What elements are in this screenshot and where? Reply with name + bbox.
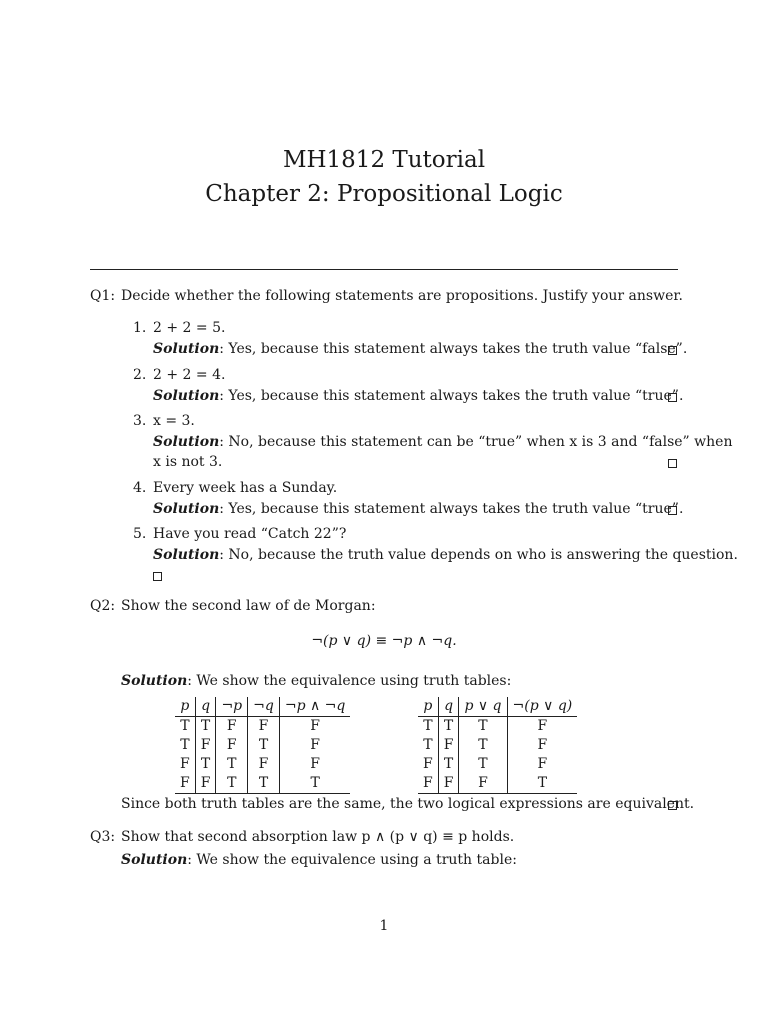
table-header: ¬q — [248, 697, 280, 717]
q1-item4-statement: Every week has a Sunday. — [153, 480, 338, 496]
table-cell: T — [248, 774, 280, 794]
table-cell: T — [438, 717, 459, 737]
table-cell: T — [279, 774, 350, 794]
table-header: ¬(p ∨ q) — [507, 697, 577, 717]
q3-text: Show that second absorption law p ∧ (p ∨ q) ≡ p holds. — [121, 829, 515, 845]
table-cell: F — [216, 717, 248, 737]
table-cell: T — [180, 737, 190, 753]
page-number: 1 — [379, 918, 389, 934]
solution-text: : Yes, because this statement always takes the truth value “false”. — [219, 341, 688, 357]
q1-item2-solution — [153, 388, 683, 404]
q1-item5-number: 5. — [133, 526, 147, 542]
solution-label: Solution — [153, 434, 220, 450]
solution-text: : We show the equivalence using a truth table: — [187, 852, 517, 868]
q1-item5-solution — [153, 547, 738, 563]
qed-box — [153, 572, 162, 581]
table-cell: F — [507, 736, 577, 755]
solution-label: Solution — [153, 341, 220, 357]
solution-label: Solution — [121, 852, 188, 868]
table-cell: T — [195, 755, 216, 774]
solution-label: Solution — [153, 547, 220, 563]
table-cell: F — [175, 774, 195, 794]
q1-item5-statement: Have you read “Catch 22”? — [153, 526, 347, 542]
table-cell: F — [195, 774, 216, 794]
table-cell: T — [423, 718, 433, 734]
q1-item3-solution — [153, 434, 732, 450]
q1-item2-statement: 2 + 2 = 4. — [153, 367, 226, 383]
table-cell: F — [279, 717, 350, 737]
table-cell: F — [248, 717, 280, 737]
q1-item1-number: 1. — [133, 320, 147, 336]
truth-table-2 — [418, 697, 577, 794]
table-cell: F — [507, 755, 577, 774]
table-header: p — [175, 697, 195, 717]
table-cell: T — [180, 718, 190, 734]
table-cell: F — [507, 717, 577, 737]
q2-number: Q2: — [90, 598, 116, 614]
table-header: p — [418, 697, 438, 717]
table-cell: F — [438, 774, 459, 794]
solution-text: : No, because the truth value depends on who is answering the question. — [219, 547, 738, 563]
q1-number: Q1: — [90, 288, 116, 304]
q1-item4-number: 4. — [133, 480, 147, 496]
solution-label: Solution — [153, 501, 220, 517]
q2-text: Show the second law of de Morgan: — [121, 598, 376, 614]
table-cell: T — [216, 755, 248, 774]
table-header: ¬p ∧ ¬q — [279, 697, 350, 717]
q2-solution — [121, 673, 511, 689]
table-cell: F — [459, 774, 507, 794]
qed-box — [668, 393, 677, 402]
table-row — [175, 717, 350, 737]
table-cell: T — [459, 717, 507, 737]
document-title: MH1812 Tutorial — [282, 147, 486, 173]
table-header: q — [195, 697, 216, 717]
q1-item3-solution-cont: x is not 3. — [153, 454, 223, 470]
q1-item4-solution — [153, 501, 683, 517]
solution-label: Solution — [153, 388, 220, 404]
table-header: ¬p — [216, 697, 248, 717]
qed-box — [668, 801, 677, 810]
table-cell: T — [507, 774, 577, 794]
table-cell: F — [279, 736, 350, 755]
solution-text: : No, because this statement can be “true” when x is 3 and “false” when — [219, 434, 733, 450]
qed-box — [668, 506, 677, 515]
table-row — [175, 755, 350, 774]
table-row — [418, 774, 577, 794]
document-subtitle: Chapter 2: Propositional Logic — [205, 181, 563, 207]
truth-table-1 — [175, 697, 350, 794]
title-rule — [90, 269, 678, 270]
solution-text: : Yes, because this statement always takes the truth value “true”. — [219, 501, 684, 517]
q3-solution — [121, 852, 517, 868]
table-cell: F — [216, 736, 248, 755]
table-header: p ∨ q — [459, 697, 507, 717]
solution-label: Solution — [121, 673, 188, 689]
q2-conclusion: Since both truth tables are the same, the two logical expressions are equivalent. — [121, 796, 695, 812]
table-cell: F — [418, 774, 438, 794]
q1-item2-number: 2. — [133, 367, 147, 383]
solution-text: : Yes, because this statement always takes the truth value “true”. — [219, 388, 684, 404]
table-cell: T — [459, 755, 507, 774]
table-cell: T — [423, 737, 433, 753]
table-row — [175, 736, 350, 755]
q1-item3-number: 3. — [133, 413, 147, 429]
q1-item1-statement: 2 + 2 = 5. — [153, 320, 226, 336]
table-cell: F — [180, 756, 190, 772]
table-cell: F — [438, 736, 459, 755]
table-row — [418, 755, 577, 774]
table-cell: T — [195, 717, 216, 737]
table-header: q — [438, 697, 459, 717]
q3-number: Q3: — [90, 829, 116, 845]
qed-box — [668, 346, 677, 355]
de-morgan-formula: ¬(p ∨ q) ≡ ¬p ∧ ¬q. — [311, 633, 457, 649]
table-cell: T — [248, 736, 280, 755]
table-cell: T — [438, 755, 459, 774]
table-row — [418, 717, 577, 737]
table-row — [418, 736, 577, 755]
table-cell: F — [195, 736, 216, 755]
q1-item1-solution — [153, 341, 687, 357]
table-cell: F — [248, 755, 280, 774]
table-cell: F — [279, 755, 350, 774]
q1-item3-statement: x = 3. — [153, 413, 195, 429]
table-cell: T — [216, 774, 248, 794]
table-cell: T — [459, 736, 507, 755]
qed-box — [668, 459, 677, 468]
table-cell: F — [423, 756, 433, 772]
solution-text: : We show the equivalence using truth tables: — [187, 673, 512, 689]
q1-text: Decide whether the following statements are propositions. Justify your answer. — [121, 288, 683, 304]
table-row — [175, 774, 350, 794]
